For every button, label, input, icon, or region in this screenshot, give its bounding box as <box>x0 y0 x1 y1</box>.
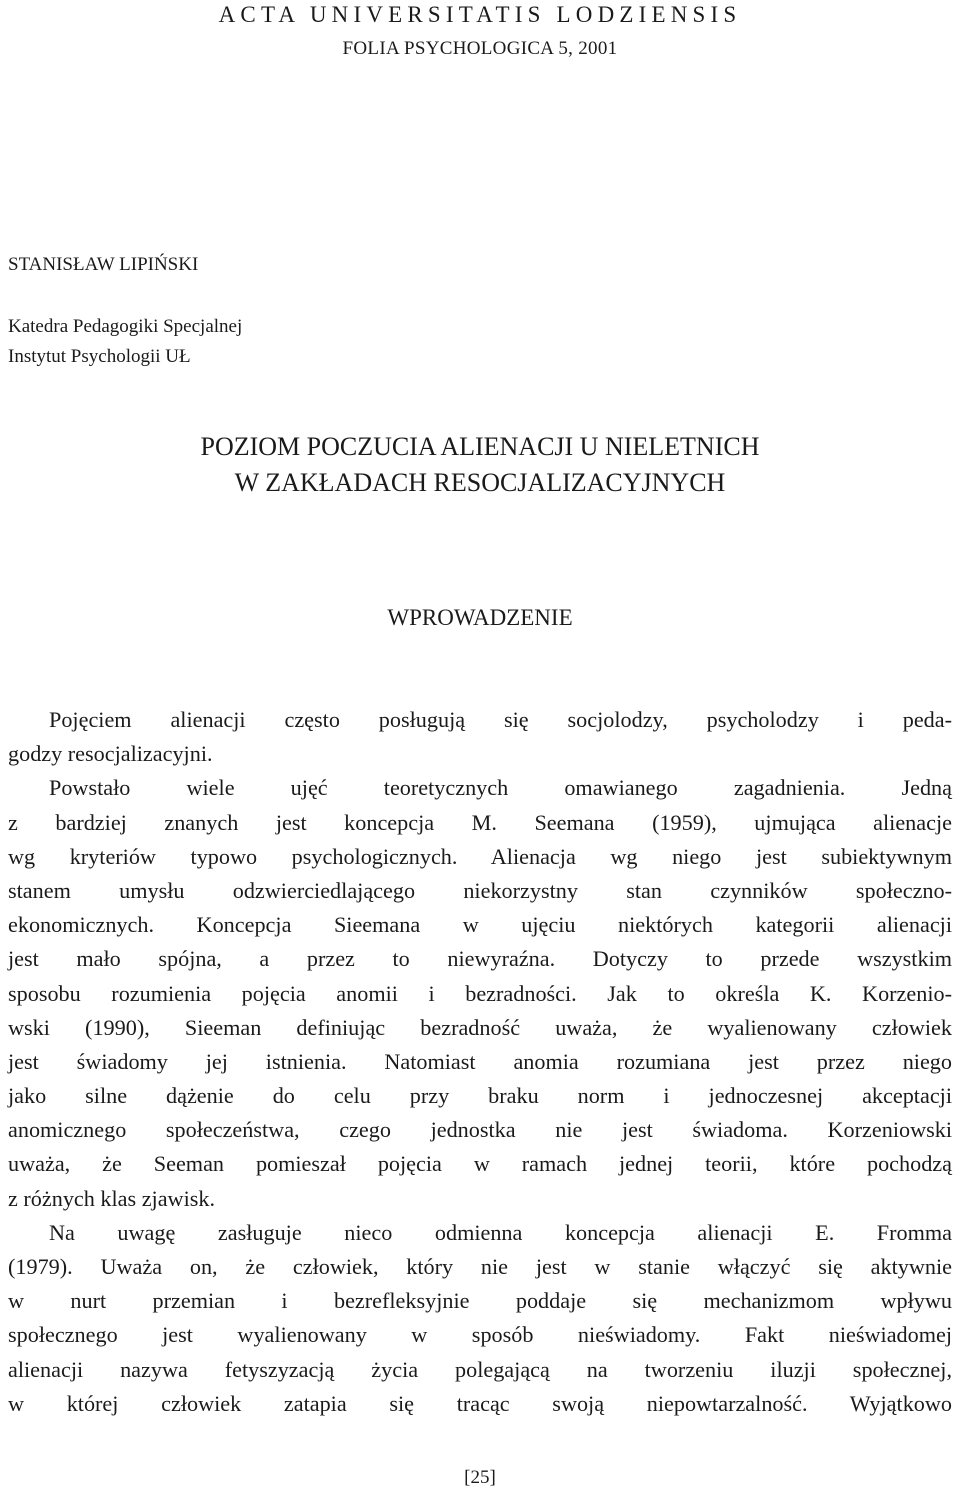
body-line: Pojęciem alienacji często posługują się socjolodzy, psycholodzy i peda- <box>49 707 952 732</box>
body-line: w nurt przemian i bezrefleksyjnie poddaje się mechanizmom wpływu <box>8 1288 952 1314</box>
body-line: społecznego jest wyalienowany w sposób nieświadomy. Fakt nieświadomej <box>8 1322 952 1348</box>
body-line: w której człowiek zatapia się tracąc swoją niepowtarzalność. Wyjątkowo <box>8 1390 952 1416</box>
body-line: sposobu rozumienia pojęcia anomii i bezradności. Jak to określa K. Korzenio- <box>8 980 952 1006</box>
body-line: wski (1990), Sieeman definiując bezradność uważa, że wyalienowany człowiek <box>8 1014 952 1040</box>
page-number: [25] <box>464 1467 496 1488</box>
body-text <box>8 703 952 1421</box>
journal-series-title: ACTA UNIVERSITATIS LODZIENSIS <box>218 2 742 27</box>
affiliation-line: Instytut Psychologii UŁ <box>8 346 191 367</box>
body-line: jako silne dążenie do celu przy braku norm i jednoczesnej akceptacji <box>8 1083 952 1109</box>
body-line: alienacji nazywa fetyszyzacją życia polegającą na tworzeniu iluzji społecznej, <box>8 1356 952 1382</box>
body-line: jest mało spójna, a przez to niewyraźna. Dotyczy to przede wszystkim <box>8 946 952 972</box>
body-line: Na uwagę zasługuje nieco odmienna koncepcja alienacji E. Fromma <box>49 1219 952 1245</box>
title-line: W ZAKŁADACH RESOCJALIZACYJNYCH <box>234 468 726 497</box>
body-line: z bardziej znanych jest koncepcja M. Seemana (1959), ujmująca alienacje <box>8 809 952 835</box>
author-name: STANISŁAW LIPIŃSKI <box>8 254 199 275</box>
body-line: z różnych klas zjawisk. <box>8 1185 216 1211</box>
body-line: anomicznego społeczeństwa, czego jednostka nie jest świadoma. Korzeniowski <box>8 1117 952 1143</box>
section-heading: WPROWADZENIE <box>387 605 573 630</box>
body-line: jest świadomy jej istnienia. Natomiast anomia rozumiana jest przez niego <box>8 1048 952 1074</box>
article-title <box>0 429 960 501</box>
body-line: Powstało wiele ujęć teoretycznych omawianego zagadnienia. Jedną <box>49 775 952 801</box>
journal-volume: FOLIA PSYCHOLOGICA 5, 2001 <box>342 38 618 59</box>
title-line: POZIOM POCZUCIA ALIENACJI U NIELETNICH <box>200 432 760 461</box>
author-affiliation <box>8 312 242 372</box>
body-line: uważa, że Seeman pomieszał pojęcia w ramach jednej teorii, które pochodzą <box>8 1151 952 1177</box>
body-line: wg kryteriów typowo psychologicznych. Alienacja wg niego jest subiektywnym <box>8 843 952 869</box>
body-line: godzy resocjalizacyjni. <box>8 741 213 767</box>
body-line: (1979). Uważa on, że człowiek, który nie jest w stanie włączyć się aktywnie <box>8 1254 952 1279</box>
body-line: stanem umysłu odzwierciedlającego niekorzystny stan czynników społeczno- <box>8 877 952 903</box>
body-line: ekonomicznych. Koncepcja Sieemana w ujęciu niektórych kategorii alienacji <box>8 912 952 938</box>
affiliation-line: Katedra Pedagogiki Specjalnej <box>8 316 243 337</box>
